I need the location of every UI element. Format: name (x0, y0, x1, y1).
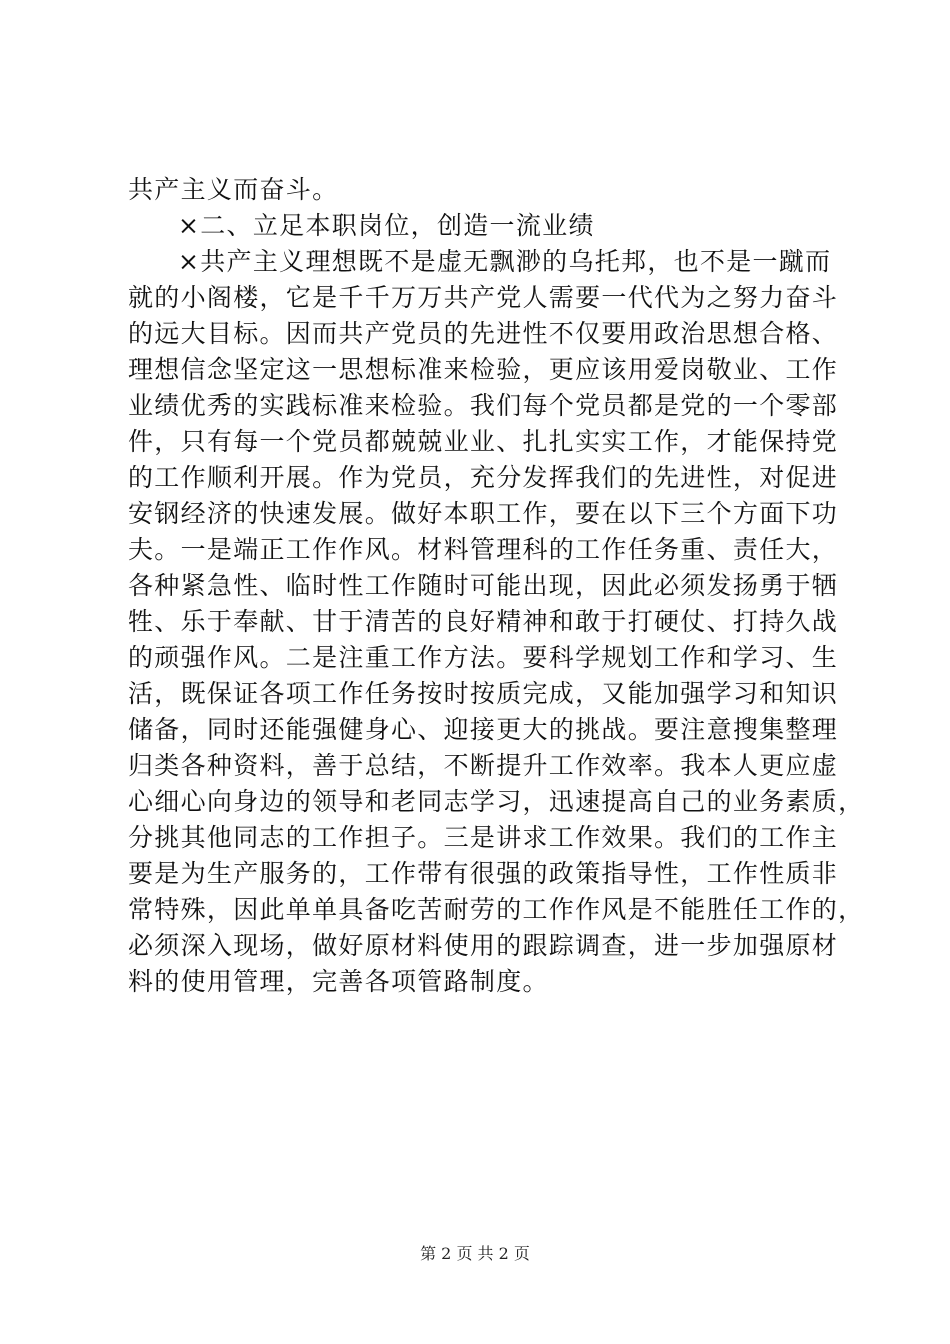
text-line: 储备，同时还能强健身心、迎接更大的挑战。要注意搜集整理 (128, 715, 839, 744)
text-line: 料的使用管理，完善各项管路制度。 (128, 967, 549, 996)
text-line: 夫。一是端正工作作风。材料管理科的工作任务重、责任大， (128, 535, 839, 564)
text-line: 常特殊，因此单单具备吃苦耐劳的工作作风是不能胜任工作的， (128, 895, 865, 924)
text-line: 的顽强作风。二是注重工作方法。要科学规划工作和学习、生 (128, 643, 839, 672)
text-line: 的工作顺利开展。作为党员，充分发挥我们的先进性，对促进 (128, 463, 839, 492)
text-line: 活，既保证各项工作任务按时按质完成，又能加强学习和知识 (128, 679, 839, 708)
page-number-footer: 第 2 页 共 2 页 (420, 1244, 530, 1263)
text-line: 归类各种资料，善于总结，不断提升工作效率。我本人更应虚 (128, 751, 839, 780)
text-line: 业绩优秀的实践标准来检验。我们每个党员都是党的一个零部 (128, 391, 839, 420)
text-line: 心细心向身边的领导和老同志学习，迅速提高自己的业务素质， (128, 787, 865, 816)
text-line: 分挑其他同志的工作担子。三是讲求工作效果。我们的工作主 (128, 823, 839, 852)
text-line: 的远大目标。因而共产党员的先进性不仅要用政治思想合格、 (128, 319, 839, 348)
text-line: 要是为生产服务的，工作带有很强的政策指导性，工作性质非 (128, 859, 839, 888)
text-line: 牲、乐于奉献、甘于清苦的良好精神和敢于打硬仗、打持久战 (128, 607, 839, 636)
text-line: 件，只有每一个党员都兢兢业业、扎扎实实工作，才能保持党 (128, 427, 839, 456)
text-line: 各种紧急性、临时性工作随时可能出现，因此必须发扬勇于牺 (128, 571, 839, 600)
text-line: 共产主义而奋斗。 (128, 175, 339, 204)
document-body (128, 172, 865, 1000)
text-line: 必须深入现场，做好原材料使用的跟踪调查，进一步加强原材 (128, 931, 839, 960)
text-line: ×共产主义理想既不是虚无飘渺的乌托邦，也不是一蹴而 (178, 247, 832, 276)
text-line: 就的小阁楼，它是千千万万共产党人需要一代代为之努力奋斗 (128, 283, 839, 312)
text-line: 安钢经济的快速发展。做好本职工作，要在以下三个方面下功 (128, 499, 839, 528)
text-line: 理想信念坚定这一思想标准来检验，更应该用爱岗敬业、工作 (128, 355, 839, 384)
section-heading: ×二、立足本职岗位，创造一流业绩 (178, 211, 595, 240)
